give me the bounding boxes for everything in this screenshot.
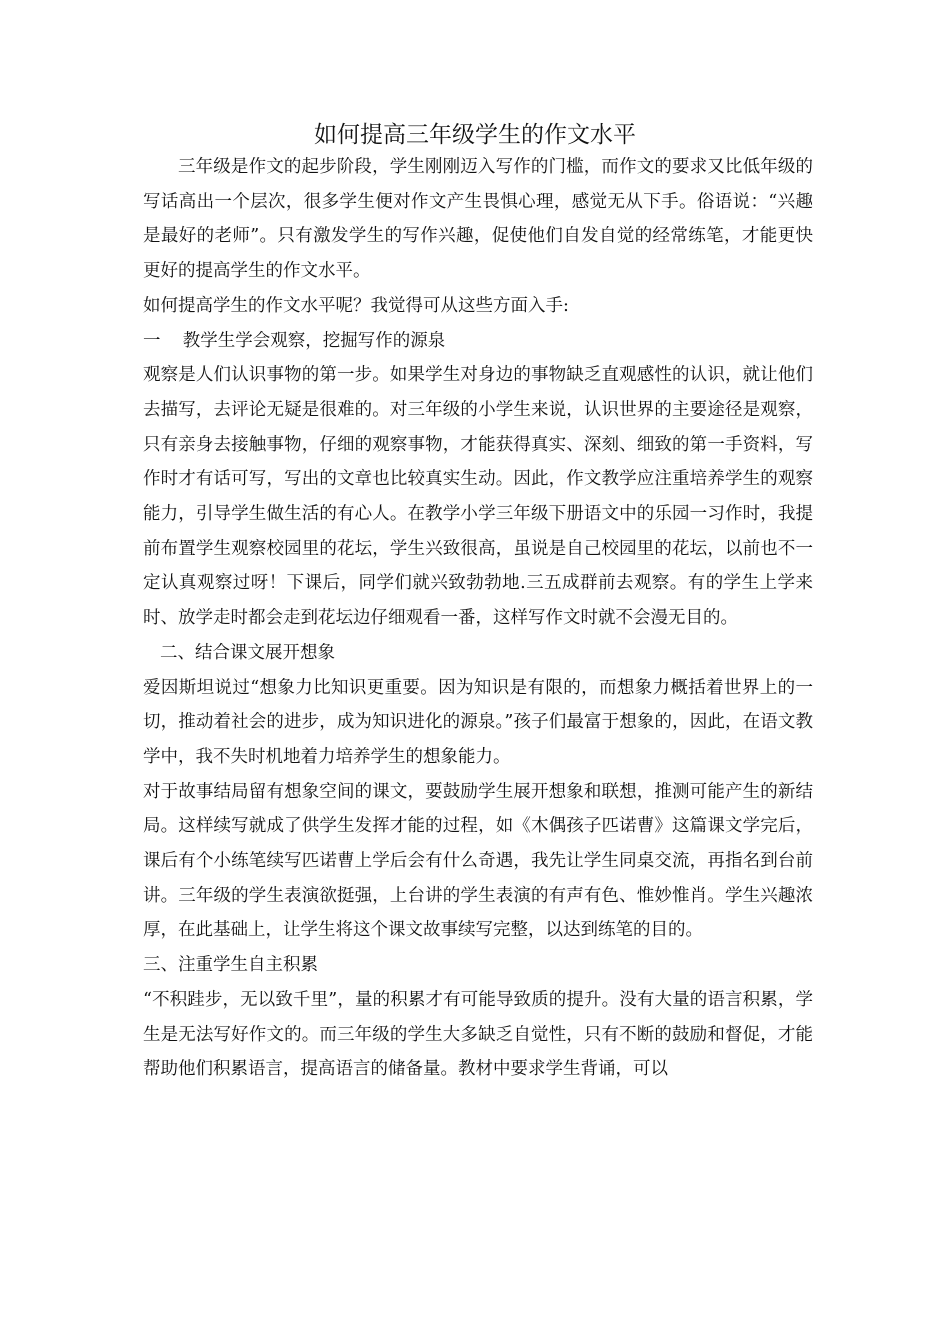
question-paragraph: 如何提高学生的作文水平呢？我觉得可从这些方面入手: xyxy=(143,295,569,316)
document-body xyxy=(143,150,813,1087)
story-continuation-paragraph: 对于故事结局留有想象空间的课文，要鼓励学生展开想象和联想，推测可能产生的新结局。这样续写就成了供学生发挥才能的过程，如《木偶孩子匹诺曹》这篇课文学完后，课后有个小练笔续写匹诺曹上学后会有什么奇遇，我先让学生同桌交流，再指名到台前讲。三年级的学生表演欲挺强，上台讲的学生表演的有声有色、惟妙惟肖。学生兴趣浓厚，在此基础上，让学生将这个课文故事续写完整，以达到练笔的目的。 xyxy=(143,781,813,941)
section-heading-3: 三、注重学生自主积累 xyxy=(143,955,318,976)
accumulation-paragraph: “不积跬步，无以致千里”，量的积累才有可能导致质的提升。没有大量的语言积累，学生是无法写好作文的。而三年级的学生大多缺乏自觉性，只有不断的鼓励和督促，才能帮助他们积累语言，提高语言的储备量。教材中要求学生背诵，可以 xyxy=(143,989,813,1080)
intro-paragraph: 三年级是作文的起步阶段，学生刚刚迈入写作的门槛，而作文的要求又比低年级的写话高出一个层次，很多学生便对作文产生畏惧心理，感觉无从下手。俗语说：“兴趣是最好的老师”。只有激发学生的写作兴趣，促使他们自发自觉的经常练笔，才能更快更好的提高学生的作文水平。 xyxy=(143,157,813,282)
observation-paragraph: 观察是人们认识事物的第一步。如果学生对身边的事物缺乏直观感性的认识，就让他们去描写，去评论无疑是很难的。对三年级的小学生来说，认识世界的主要途径是观察，只有亲身去接触事物，仔细的观察事物，才能获得真实、深刻、细致的第一手资料，写作时才有话可写，写出的文章也比较真实生动。因此，作文教学应注重培养学生的观察能力，引导学生做生活的有心人。在教学小学三年级下册语文中的乐园一习作时，我提前布置学生观察校园里的花坛，学生兴致很高，虽说是自己校园里的花坛，以前也不一定认真观察过呀！下课后，同学们就兴致勃勃地.三五成群前去观察。有的学生上学来时、放学走时都会走到花坛边仔细观看一番，这样写作文时就不会漫无目的。 xyxy=(143,365,813,629)
document-title: 如何提高三年级学生的作文水平 xyxy=(314,122,636,148)
section-heading-1: 一 教学生学会观察，挖掘写作的源泉 xyxy=(143,330,446,351)
section-heading-2: 二、结合课文展开想象 xyxy=(160,642,335,663)
imagination-paragraph: 爱因斯坦说过“想象力比知识更重要。因为知识是有限的，而想象力概括着世界上的一切，推动着社会的进步，成为知识进化的源泉。”孩子们最富于想象的，因此，在语文教学中，我不失时机地着力培养学生的想象能力。 xyxy=(143,677,813,767)
